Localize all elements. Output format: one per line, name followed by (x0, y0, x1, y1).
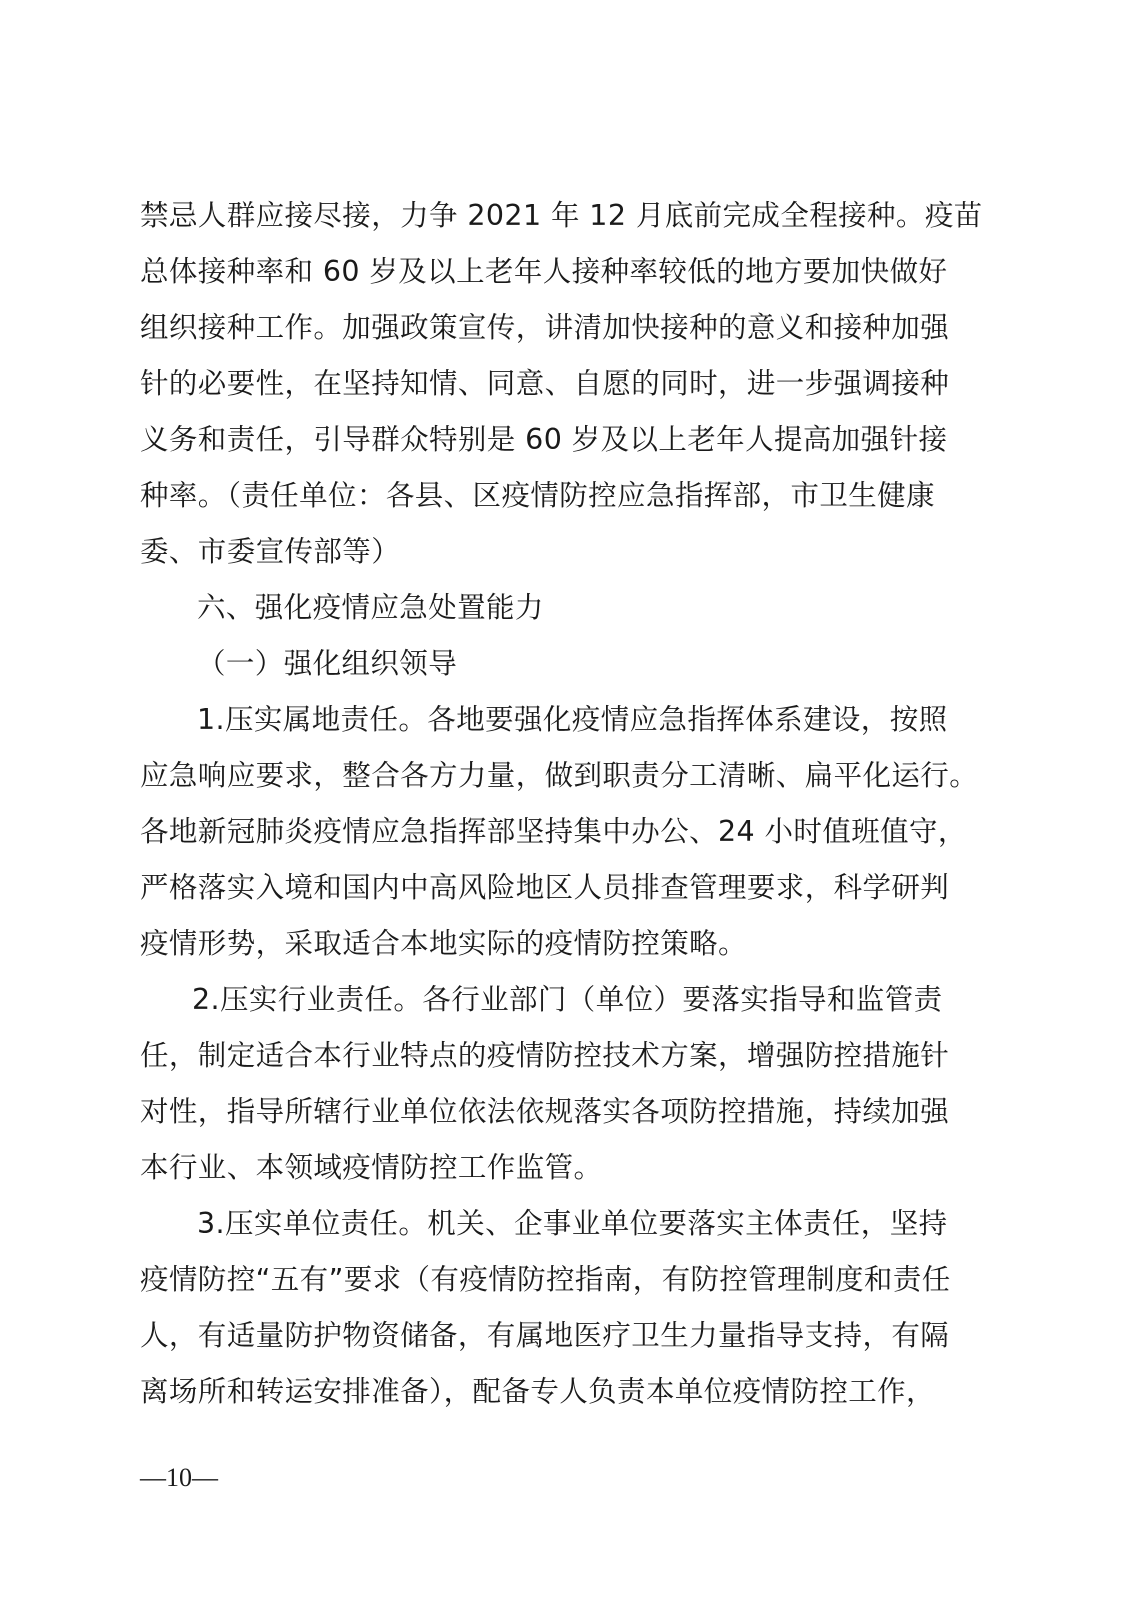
body-text-line: 1.压实属地责任。各地要强化疫情应急指挥体系建设，按照 (197, 703, 948, 736)
body-text-line: 针的必要性，在坚持知情、同意、自愿的同时，进一步强调接种 (140, 367, 950, 400)
body-text-line: 疫情防控“五有”要求（有疫情防控指南，有防控管理制度和责任 (140, 1263, 951, 1296)
body-text-line: 严格落实入境和国内中高风险地区人员排查管理要求，科学研判 (140, 871, 950, 904)
body-text-line: 各地新冠肺炎疫情应急指挥部坚持集中办公、24 小时值班值守， (140, 815, 967, 848)
body-text-line: 疫情形势，采取适合本地实际的疫情防控策略。 (140, 927, 747, 960)
body-text-line: 人，有适量防护物资储备，有属地医疗卫生力量指导支持，有隔 (140, 1319, 950, 1352)
body-text-line: 2.压实行业责任。各行业部门（单位）要落实指导和监管责 (192, 983, 943, 1016)
body-text-line: 任，制定适合本行业特点的疫情防控技术方案，增强防控措施针 (140, 1039, 950, 1072)
body-text-line: 种率。（责任单位：各县、区疫情防控应急指挥部，市卫生健康 (140, 479, 935, 512)
body-text-line: 义务和责任，引导群众特别是 60 岁及以上老年人提高加强针接 (140, 423, 948, 456)
body-text-line: 应急响应要求，整合各方力量，做到职责分工清晰、扁平化运行。 (140, 759, 979, 792)
body-text-line: 对性，指导所辖行业单位依法依规落实各项防控措施，持续加强 (140, 1095, 950, 1128)
section-heading: 六、强化疫情应急处置能力 (197, 591, 544, 624)
body-text-line: 委、市委宣传部等） (140, 535, 401, 568)
page-number: —10— (140, 1463, 218, 1492)
body-text-line: 3.压实单位责任。机关、企事业单位要落实主体责任，坚持 (197, 1207, 948, 1240)
body-text-line: 组织接种工作。加强政策宣传，讲清加快接种的意义和接种加强 (140, 311, 950, 344)
body-text-line: 离场所和转运安排准备），配备专人负责本单位疫情防控工作， (140, 1375, 935, 1408)
body-text-line: 禁忌人群应接尽接，力争 2021 年 12 月底前完成全程接种。疫苗 (140, 199, 983, 232)
body-text-line: 本行业、本领域疫情防控工作监管。 (140, 1151, 603, 1184)
body-text-line: 总体接种率和 60 岁及以上老年人接种率较低的地方要加快做好 (140, 255, 948, 288)
subsection-heading: （一）强化组织领导 (197, 647, 458, 680)
